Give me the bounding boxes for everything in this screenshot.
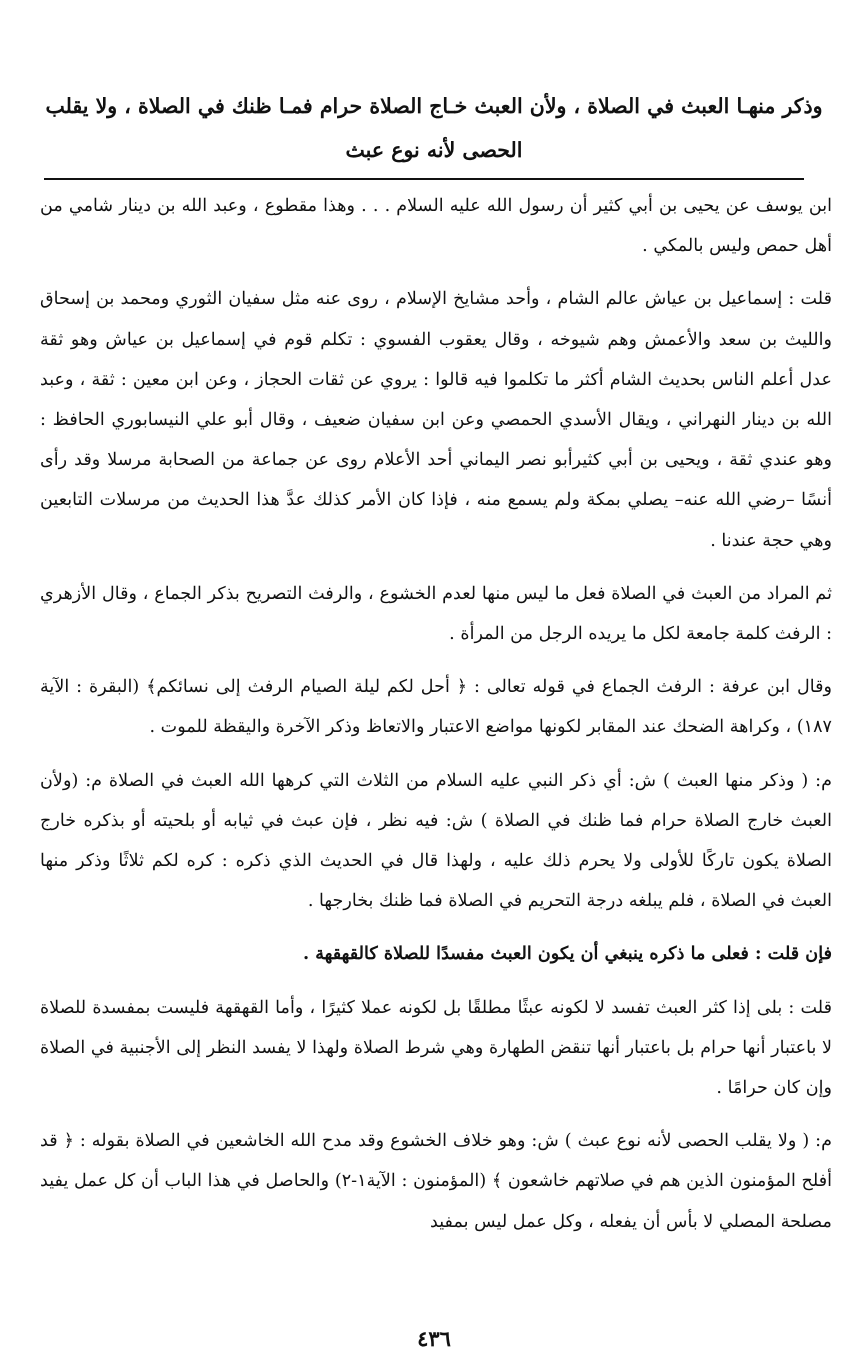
chapter-heading [36,84,832,172]
paragraph-3: ثم المراد من العبث في الصلاة فعل ما ليس منها لعدم الخشوع ، والرفث التصريح بذكر الجماع ، وقال الأزهري : الرفث كلمة جامعة لكل ما يريده الرجل من المرأة . [40,583,832,645]
heading-divider [44,178,804,180]
paragraph-1: ابن يوسف عن يحيى بن أبي كثير أن رسول الله عليه السلام . . . وهذا مقطوع ، وعبد الله بن دينار شامي من أهل حمص وليس بالمكي . [40,196,832,257]
paragraph-7: قلت : بلى إذا كثر العبث تفسد لا لكونه عبثًا مطلقًا بل لكونه عملا كثيرًا ، وأما القهقهة فليست بمفسدة للصلاة لا باعتبار أنها حرام بل باعتبار أنها تنقض الطهارة وهي شرط الصلاة ولهذا لا يفسد النظر إلى الأجنبية في الصلاة وإن كان حرامًا . [40,997,832,1099]
paragraph-4: وقال ابن عرفة : الرفث الجماع في قوله تعالى : ﴿ أحل لكم ليلة الصيام الرفث إلى نسائكم﴾ (البقرة : الآية ١٨٧) ، وكراهة الضحك عند المقابر لكونها مواضع الاعتبار والاتعاظ وذكر الآخرة واليقظة للموت . [40,677,832,738]
paragraph-2: قلت : إسماعيل بن عياش عالم الشام ، وأحد مشايخ الإسلام ، روى عنه مثل سفيان الثوري ومحمد بن إسحاق والليث بن سعد والأعمش وهم شيوخه ، وقال يعقوب الفسوي : تكلم قوم في إسماعيل بن عياش وهو ثقة عدل أعلم الناس بحديث الشام أكثر ما تكلموا فيه قالوا : يروي عن ثقات الحجاز ، وعن ابن معين : ثقة ، وعبد الله بن دينار النهراني ، ويقال الأسدي الحمصي وعن ابن سفيان ضعيف ، وقال أبو علي النيسابوري الحافظ : وهو عندي ثقة ، ويحيى بن أبي كثيرأبو نصر اليماني أحد الأعلام روى عن جماعة من الصحابة مرسلا وقد رأى أنسًا –رضي الله عنه– يصلي بمكة ولم يسمع منه ، فإذا كان الأمر كذلك عدَّ هذا الحديث من مرسلات التابعين وهي حجة عندنا . [40,289,832,551]
heading-line-1: وذكر منهـا العبث في الصلاة ، ولأن العبث خـاج الصلاة حرام فمـا ظنك في الصلاة ، ولا يقلب [45,94,823,118]
body-text [40,186,832,1255]
paragraph-8: م: ( ولا يقلب الحصى لأنه نوع عبث ) ش: وهو خلاف الخشوع وقد مدح الله الخاشعين في الصلاة بقوله : ﴿ قد أفلح المؤمنون الذين هم في صلاتهم خاشعون ﴾ (المؤمنون : الآية١-٢) والحاصل في هذا الباب أن كل عمل يفيد مصلحة المصلي لا بأس أن يفعله ، وكل عمل ليس بمفيد [40,1131,832,1232]
page-number: ٤٣٦ [417,1326,451,1351]
paragraph-6: فإن قلت : فعلى ما ذكره ينبغي أن يكون العبث مفسدًا للصلاة كالقهقهة . [302,943,832,965]
paragraph-5: م: ( وذكر منها العبث ) ش: أي ذكر النبي عليه السلام من الثلاث التي كرهها الله العبث في الصلاة م: (ولأن العبث خارج الصلاة حرام فما ظنك في الصلاة ) ش: فيه نظر ، فإن عبث في ثيابه أو بلحيته أو بذكره خارج الصلاة يكون تاركًا للأولى ولا يحرم ذلك عليه ، ولهذا قال في الحديث الذي ذكره : كره لكم ثلاثًا وذكر منها العبث في الصلاة ، فلم يبلغه درجة التحريم في الصلاة فما ظنك بخارجها . [40,770,832,912]
heading-line-2: الحصى لأنه نوع عبث [345,138,523,162]
